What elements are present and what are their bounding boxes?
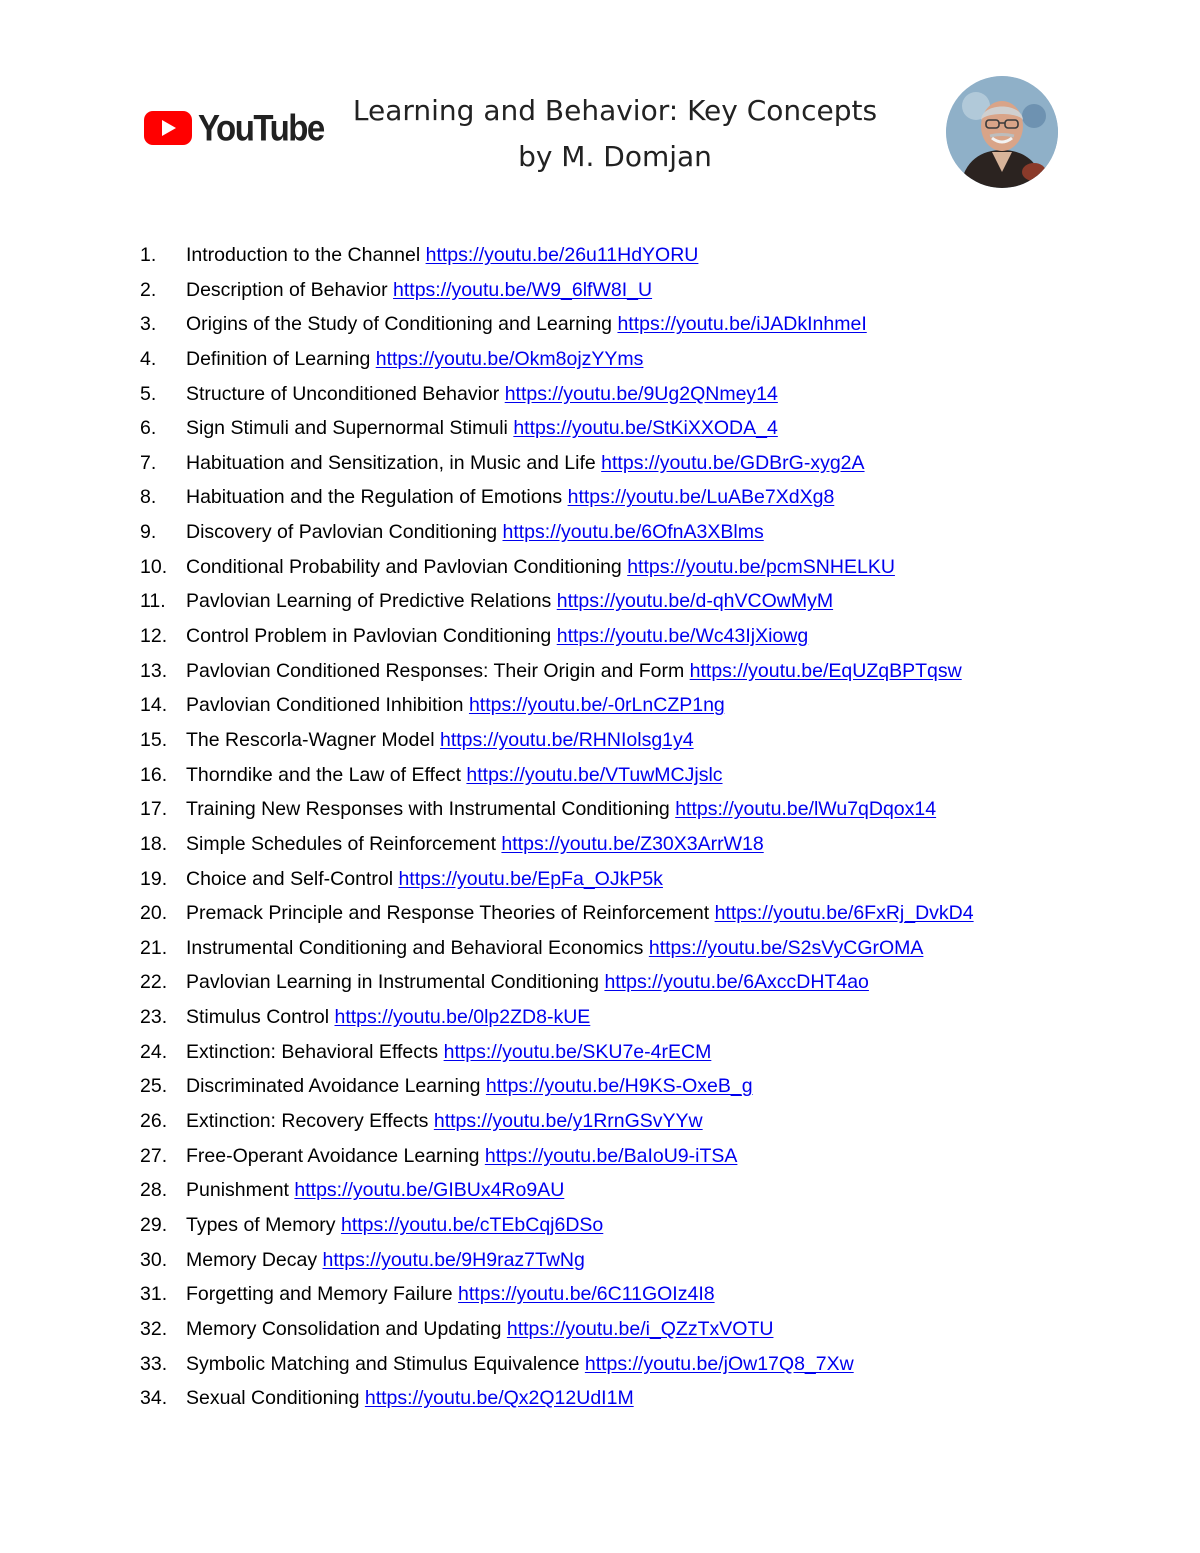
video-title: Memory Consolidation and Updating <box>186 1317 502 1340</box>
item-body <box>186 792 936 827</box>
video-title: Structure of Unconditioned Behavior <box>186 382 500 405</box>
video-title: Pavlovian Learning of Predictive Relations <box>186 590 552 613</box>
video-title: The Rescorla-Wagner Model <box>186 728 435 751</box>
video-title: Description of Behavior <box>186 278 388 301</box>
item-body <box>186 688 725 723</box>
video-link[interactable]: https://youtu.be/RHNIolsg1y4 <box>439 728 694 751</box>
item-body <box>186 273 652 308</box>
video-title: Stimulus Control <box>186 1006 330 1029</box>
page-title <box>300 88 930 180</box>
item-body <box>186 896 974 931</box>
video-link[interactable]: https://youtu.be/6FxRj_DvkD4 <box>714 902 974 925</box>
item-body <box>186 1381 634 1416</box>
item-number: 32. <box>140 1317 168 1340</box>
item-body <box>186 515 764 550</box>
item-number: 33. <box>140 1352 168 1375</box>
video-link[interactable]: https://youtu.be/SKU7e-4rECM <box>443 1040 712 1063</box>
video-title: Habituation and Sensitization, in Music and Life <box>186 451 596 474</box>
item-number: 26. <box>140 1110 168 1133</box>
video-title: Simple Schedules of Reinforcement <box>186 832 496 855</box>
video-link[interactable]: https://youtu.be/EqUZqBPTqsw <box>689 659 962 682</box>
youtube-logo <box>144 108 324 148</box>
item-body <box>186 1035 711 1070</box>
video-title: Habituation and the Regulation of Emotions <box>186 486 563 509</box>
video-title: Conditional Probability and Pavlovian Conditioning <box>186 555 622 578</box>
item-body <box>186 931 923 966</box>
item-body <box>186 411 778 446</box>
item-number: 22. <box>140 971 168 994</box>
youtube-logo-text: YouTube <box>198 106 324 149</box>
video-title: Symbolic Matching and Stimulus Equivalence <box>186 1352 580 1375</box>
item-number: 27. <box>140 1144 168 1167</box>
video-title: Pavlovian Conditioned Inhibition <box>186 694 464 717</box>
video-title: Types of Memory <box>186 1213 336 1236</box>
list-item <box>0 758 1200 793</box>
video-title: Definition of Learning <box>186 347 371 370</box>
item-number: 6. <box>140 417 157 440</box>
item-body <box>186 758 723 793</box>
video-title: Instrumental Conditioning and Behavioral Economics <box>186 936 644 959</box>
item-number: 4. <box>140 347 157 370</box>
video-link[interactable]: https://youtu.be/-0rLnCZP1ng <box>468 694 725 717</box>
video-title: Punishment <box>186 1179 289 1202</box>
video-link[interactable]: https://youtu.be/Z30X3ArrW18 <box>501 832 764 855</box>
video-link[interactable]: https://youtu.be/y1RrnGSvYYw <box>433 1110 703 1133</box>
video-title: Introduction to the Channel <box>186 244 421 266</box>
video-link[interactable]: https://youtu.be/pcmSNHELKU <box>627 555 895 578</box>
list-item <box>0 1208 1200 1243</box>
video-link[interactable]: https://youtu.be/cTEbCqj6DSo <box>340 1213 604 1236</box>
video-title: Discriminated Avoidance Learning <box>186 1075 481 1098</box>
video-link[interactable]: https://youtu.be/StKiXXODA_4 <box>513 417 778 440</box>
item-body <box>186 1277 715 1312</box>
item-body <box>186 480 834 515</box>
page-header <box>0 0 1200 200</box>
video-title: Training New Responses with Instrumental Conditioning <box>186 798 670 821</box>
item-number: 25. <box>140 1075 168 1098</box>
video-title: Sign Stimuli and Supernormal Stimuli <box>186 417 508 440</box>
list-item <box>0 792 1200 827</box>
video-title: Forgetting and Memory Failure <box>186 1283 453 1306</box>
item-number: 16. <box>140 763 168 786</box>
item-number: 30. <box>140 1248 168 1271</box>
list-item <box>0 862 1200 897</box>
item-number: 21. <box>140 936 168 959</box>
list-item <box>0 480 1200 515</box>
item-number: 9. <box>140 521 157 544</box>
video-title: Control Problem in Pavlovian Conditioning <box>186 625 552 648</box>
list-item <box>0 1243 1200 1278</box>
item-number: 10. <box>140 555 168 578</box>
item-body <box>186 307 867 342</box>
list-item <box>0 273 1200 308</box>
item-number: 28. <box>140 1179 168 1202</box>
video-title: Extinction: Behavioral Effects <box>186 1040 439 1063</box>
item-number: 7. <box>140 451 157 474</box>
item-body <box>186 1243 585 1278</box>
item-body <box>186 862 663 897</box>
video-title: Extinction: Recovery Effects <box>186 1110 429 1133</box>
item-number: 31. <box>140 1283 168 1306</box>
item-number: 19. <box>140 867 168 890</box>
list-item <box>0 896 1200 931</box>
item-number: 14. <box>140 694 168 717</box>
item-body <box>186 1173 564 1208</box>
video-link[interactable]: https://youtu.be/d-qhVCOwMyM <box>556 590 834 613</box>
item-number: 5. <box>140 382 157 405</box>
video-link[interactable]: https://youtu.be/Wc43IjXiowg <box>556 625 809 648</box>
item-body <box>186 827 764 862</box>
item-body <box>186 446 865 481</box>
video-title: Pavlovian Conditioned Responses: Their Origin and Form <box>186 659 685 682</box>
video-link[interactable]: https://youtu.be/GDBrG-xyg2A <box>601 451 865 474</box>
list-item <box>0 1035 1200 1070</box>
list-item <box>0 1381 1200 1416</box>
list-item <box>0 342 1200 377</box>
item-body <box>186 1312 773 1347</box>
video-link[interactable]: https://youtu.be/VTuwMCJjslc <box>466 763 723 786</box>
video-link[interactable]: https://youtu.be/BaIoU9-iTSA <box>484 1144 738 1167</box>
item-body <box>186 550 895 585</box>
item-number: 24. <box>140 1040 168 1063</box>
list-item <box>0 238 1200 273</box>
item-body <box>186 723 694 758</box>
list-item <box>0 931 1200 966</box>
video-title: Free-Operant Avoidance Learning <box>186 1144 480 1167</box>
list-item <box>0 1277 1200 1312</box>
list-item <box>0 307 1200 342</box>
title-line-1: Learning and Behavior: Key Concepts <box>352 94 878 127</box>
item-number: 2. <box>140 278 157 301</box>
video-link[interactable]: https://youtu.be/6OfnA3XBlms <box>502 521 764 544</box>
item-body <box>186 238 698 273</box>
item-number: 29. <box>140 1213 168 1236</box>
item-number: 23. <box>140 1006 168 1029</box>
video-link[interactable]: https://youtu.be/0lp2ZD8-kUE <box>334 1006 591 1029</box>
list-item <box>0 584 1200 619</box>
item-number: 15. <box>140 728 168 751</box>
item-number: 8. <box>140 486 157 509</box>
list-item <box>0 654 1200 689</box>
video-link[interactable]: https://youtu.be/9H9raz7TwNg <box>322 1248 585 1271</box>
list-item <box>0 619 1200 654</box>
video-link[interactable]: https://youtu.be/i_QZzTxVOTU <box>506 1317 774 1340</box>
video-link[interactable]: https://youtu.be/9Ug2QNmey14 <box>504 382 778 405</box>
video-link[interactable]: https://youtu.be/iJADkInhmeI <box>617 313 867 336</box>
item-number: 12. <box>140 625 168 648</box>
video-link[interactable]: https://youtu.be/Qx2Q12UdI1M <box>364 1387 634 1410</box>
item-body <box>186 377 778 412</box>
list-item <box>0 1000 1200 1035</box>
list-item <box>0 688 1200 723</box>
list-item <box>0 1312 1200 1347</box>
video-link[interactable]: https://youtu.be/6AxccDHT4ao <box>604 971 869 994</box>
video-link[interactable]: https://youtu.be/H9KS-OxeB_g <box>485 1075 753 1098</box>
list-item <box>0 446 1200 481</box>
video-link[interactable]: https://youtu.be/lWu7qDqox14 <box>675 798 937 821</box>
item-body <box>186 965 869 1000</box>
video-link[interactable]: https://youtu.be/LuABe7XdXg8 <box>567 486 835 509</box>
video-title: Origins of the Study of Conditioning and Learning <box>186 313 613 336</box>
item-number: 13. <box>140 659 168 682</box>
list-item <box>0 1104 1200 1139</box>
item-body <box>186 342 643 377</box>
video-title: Discovery of Pavlovian Conditioning <box>186 521 498 544</box>
list-item <box>0 1139 1200 1174</box>
item-number: 18. <box>140 832 168 855</box>
list-item <box>0 377 1200 412</box>
item-body <box>186 1347 854 1382</box>
list-item <box>0 1173 1200 1208</box>
video-link[interactable]: https://youtu.be/EpFa_OJkP5k <box>398 867 663 890</box>
item-body <box>186 1104 703 1139</box>
title-line-2: by M. Domjan <box>518 140 712 173</box>
item-body <box>186 1139 737 1174</box>
video-link[interactable]: https://youtu.be/26u11HdYORU <box>425 244 699 266</box>
item-number: 3. <box>140 313 157 336</box>
video-link[interactable]: https://youtu.be/Okm8ojzYYms <box>375 347 644 370</box>
item-body <box>186 1208 603 1243</box>
item-body <box>186 584 833 619</box>
video-list <box>0 238 1200 1416</box>
author-portrait-icon <box>946 76 1058 188</box>
item-number: 1. <box>140 244 157 266</box>
list-item <box>0 550 1200 585</box>
item-body <box>186 1069 753 1104</box>
video-title: Choice and Self-Control <box>186 867 394 890</box>
video-title: Memory Decay <box>186 1248 318 1271</box>
list-item <box>0 723 1200 758</box>
video-title: Premack Principle and Response Theories of Reinforcement <box>186 902 710 925</box>
video-link[interactable]: https://youtu.be/GIBUx4Ro9AU <box>294 1179 565 1202</box>
video-title: Pavlovian Learning in Instrumental Conditioning <box>186 971 600 994</box>
video-link[interactable]: https://youtu.be/W9_6lfW8I_U <box>393 278 653 301</box>
video-title: Thorndike and the Law of Effect <box>186 763 461 786</box>
list-item <box>0 827 1200 862</box>
video-title: Sexual Conditioning <box>186 1387 360 1410</box>
item-body <box>186 1000 590 1035</box>
item-body <box>186 654 962 689</box>
item-body <box>186 619 808 654</box>
item-number: 17. <box>140 798 168 821</box>
video-link[interactable]: https://youtu.be/S2sVyCGrOMA <box>648 936 924 959</box>
list-item <box>0 515 1200 550</box>
item-number: 34. <box>140 1387 168 1410</box>
video-link[interactable]: https://youtu.be/6C11GOIz4I8 <box>458 1283 715 1306</box>
author-avatar <box>946 76 1058 188</box>
list-item <box>0 411 1200 446</box>
item-number: 11. <box>140 590 166 613</box>
list-item <box>0 965 1200 1000</box>
video-link[interactable]: https://youtu.be/jOw17Q8_7Xw <box>584 1352 854 1375</box>
youtube-play-icon <box>144 111 192 145</box>
list-item <box>0 1069 1200 1104</box>
list-item <box>0 1347 1200 1382</box>
item-number: 20. <box>140 902 168 925</box>
